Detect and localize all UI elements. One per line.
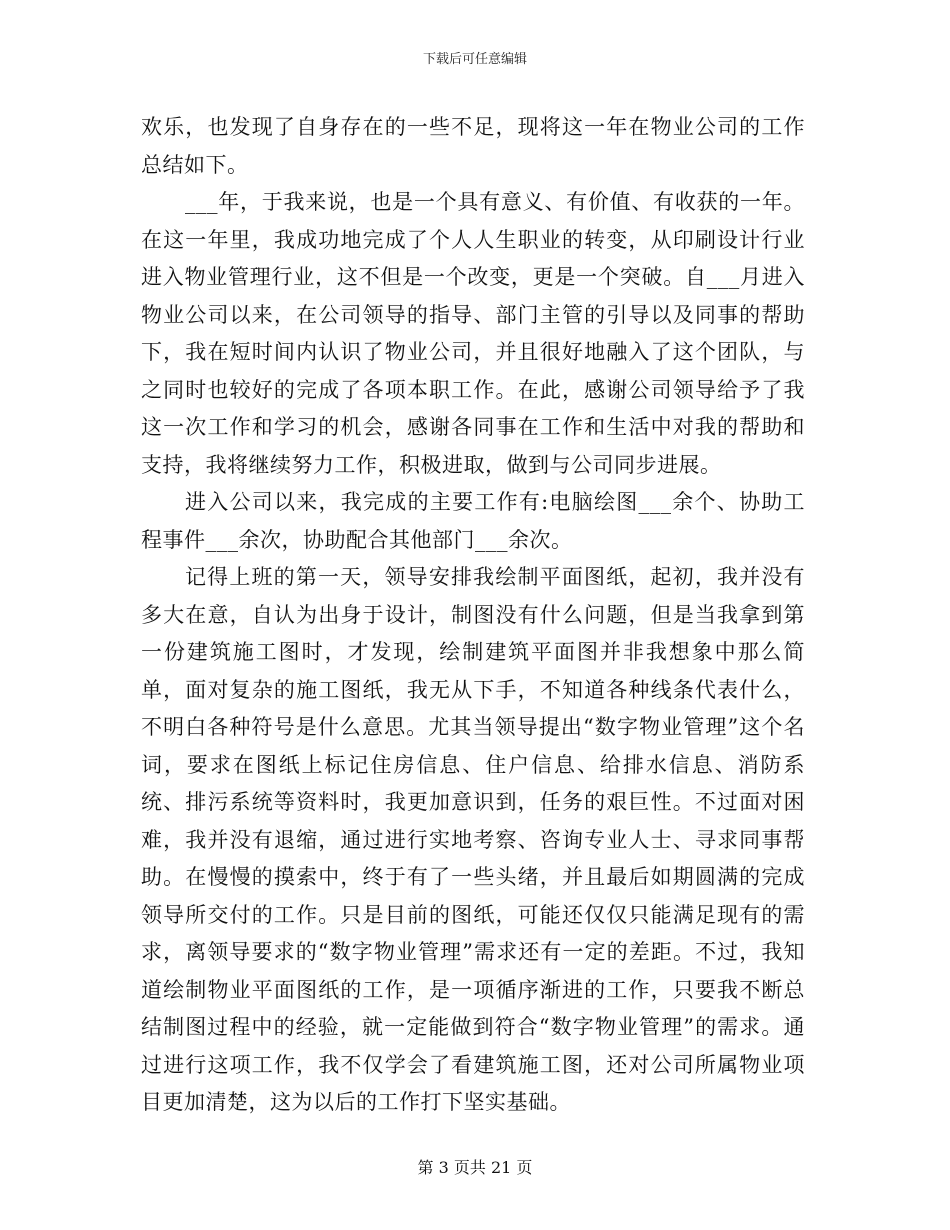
paragraph-year-summary: ___年，于我来说，也是一个具有意义、有价值、有收获的一年。在这一年里，我成功地完成了个人人生职业的转变，从印刷设计行业进入物业管理行业，这不但是一个改变，更是一个突破。自___月进入物业公司以来，在公司领导的指导、部门主管的引导以及同事的帮助下，我在短时间内认识了物业公司，并且很好地融入了这个团队，与之同时也较好的完成了各项本职工作。在此，感谢公司领导给予了我这一次工作和学习的机会，感谢各同事在工作和生活中对我的帮助和支持，我将继续努力工作，积极进取，做到与公司同步进展。 — [141, 190, 805, 477]
paragraph-main-work: 进入公司以来，我完成的主要工作有:电脑绘图___余个、协助工程事件___余次，协助配合其他部门___余次。 — [141, 490, 805, 552]
page-header: 下载后可任意编辑 — [422, 52, 527, 67]
page-footer: 第 3 页共 21 页 — [417, 1158, 533, 1177]
document-body — [141, 109, 805, 1122]
paragraph-first-day: 记得上班的第一天，领导安排我绘制平面图纸，起初，我并没有多大在意，自认为出身于设计，制图没有什么问题，但是当我拿到第一份建筑施工图时，才发现，绘制建筑平面图并非我想象中那么简单，面对复杂的施工图纸，我无从下手，不知道各种线条代表什么，不明白各种符号是什么意思。尤其当领导提出“数字物业管理”这个名词，要求在图纸上标记住房信息、住户信息、给排水信息、消防系统、排污系统等资料时，我更加意识到，任务的艰巨性。不过面对困难，我并没有退缩，通过进行实地考察、咨询专业人士、寻求同事帮助。在慢慢的摸索中，终于有了一些头绪，并且最后如期圆满的完成领导所交付的工作。只是目前的图纸，可能还仅仅只能满足现有的需求，离领导要求的“数字物业管理”需求还有一定的差距。不过，我知道绘制物业平面图纸的工作，是一项循序渐进的工作，只要我不断总结制图过程中的经验，就一定能做到符合“数字物业管理”的需求。通过进行这项工作，我不仅学会了看建筑施工图，还对公司所属物业项目更加清楚，这为以后的工作打下坚实基础。 — [141, 565, 805, 1114]
paragraph-continuation: 欢乐，也发现了自身存在的一些不足，现将这一年在物业公司的工作总结如下。 — [141, 115, 805, 177]
